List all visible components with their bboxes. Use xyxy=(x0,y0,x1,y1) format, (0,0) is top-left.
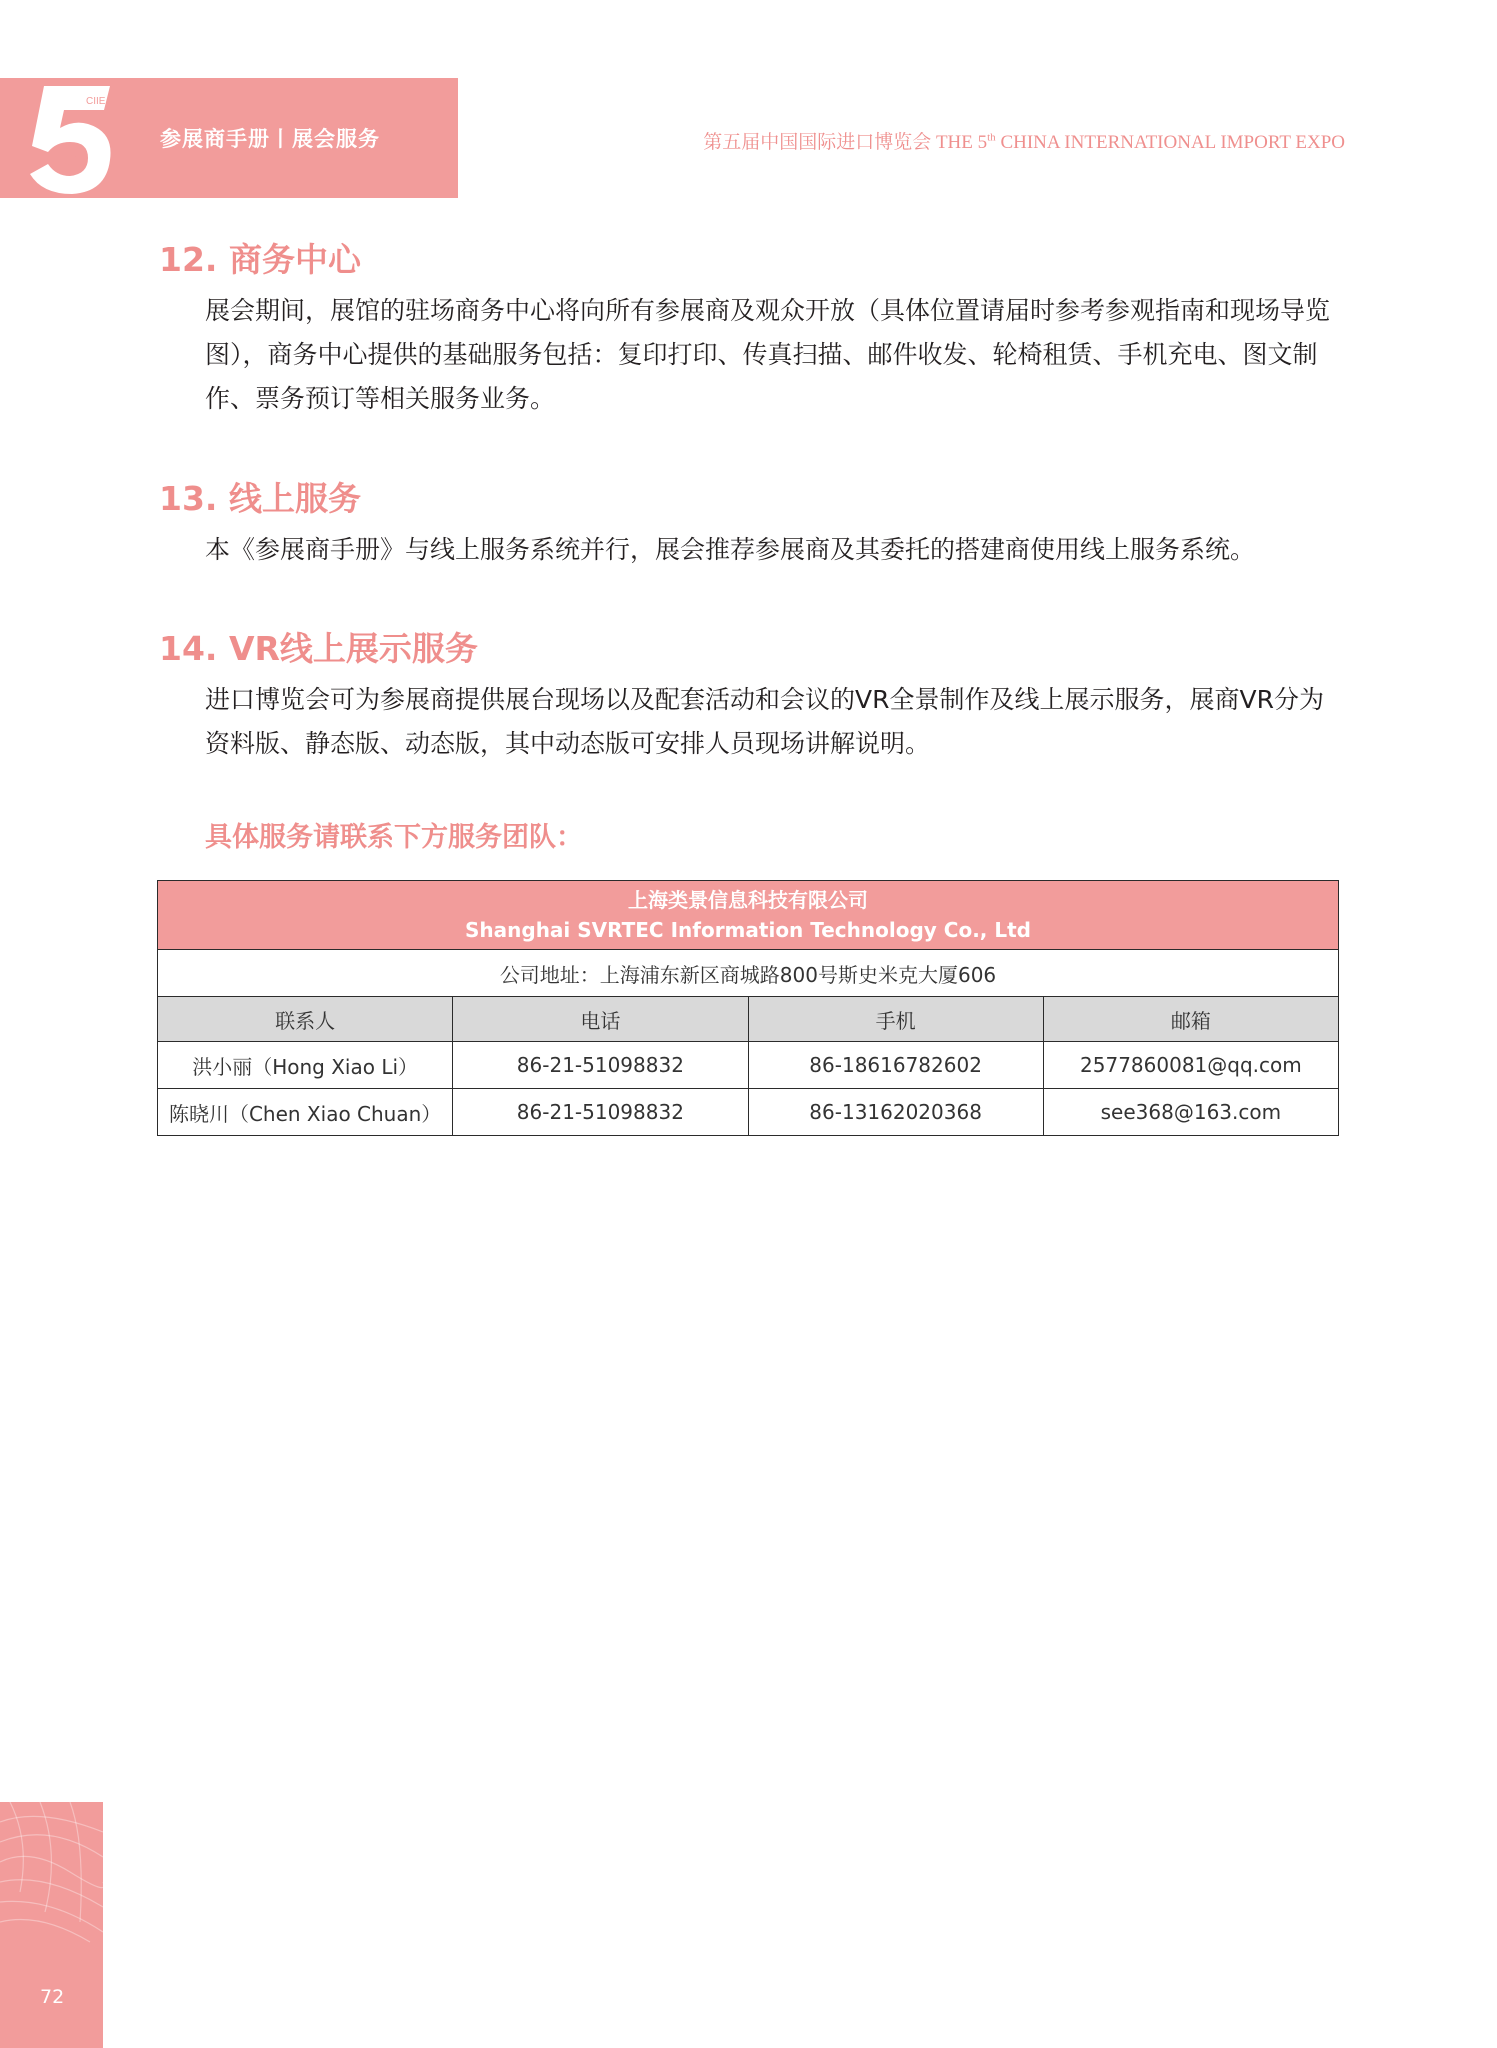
contact-phone: 86-21-51098832 xyxy=(453,1089,748,1136)
company-name-cn: 上海类景信息科技有限公司 xyxy=(628,888,868,912)
decorative-wave-pattern xyxy=(0,1802,103,2048)
company-address: 公司地址：上海浦东新区商城路800号斯史米克大厦606 xyxy=(158,950,1339,997)
address-row xyxy=(158,950,1339,997)
column-header-phone: 电话 xyxy=(453,997,748,1042)
logo-text: CIIE xyxy=(86,96,106,107)
header-section-label: 参展商手册丨展会服务 xyxy=(160,127,380,151)
table-row xyxy=(158,1042,1339,1089)
table-row xyxy=(158,1089,1339,1136)
contact-phone: 86-21-51098832 xyxy=(453,1042,748,1089)
contact-email: see368@163.com xyxy=(1043,1089,1338,1136)
contact-email: 2577860081@qq.com xyxy=(1043,1042,1338,1089)
table-header-row xyxy=(158,997,1339,1042)
contact-mobile: 86-18616782602 xyxy=(748,1042,1043,1089)
contact-name: 洪小丽（Hong Xiao Li） xyxy=(158,1042,453,1089)
expo-title-main: 第五届中国国际进口博览会 THE 5 xyxy=(703,132,988,153)
section-body-online-service: 本《参展商手册》与线上服务系统并行，展会推荐参展商及其委托的搭建商使用线上服务系统。 xyxy=(205,535,1256,564)
section-body-business-center: 展会期间，展馆的驻场商务中心将向所有参展商及观众开放（具体位置请届时参考参观指南和现场导览图），商务中心提供的基础服务包括：复印打印、传真扫描、邮件收发、轮椅租赁、手机充电、图文制作、票务预订等相关服务业务。 xyxy=(205,296,1331,413)
column-header-mobile: 手机 xyxy=(748,997,1043,1042)
expo-title-tail: CHINA INTERNATIONAL IMPORT EXPO xyxy=(995,132,1345,153)
section-title-online-service: 13. 线上服务 xyxy=(159,479,361,518)
expo-title xyxy=(703,127,1345,154)
contact-name: 陈晓川（Chen Xiao Chuan） xyxy=(158,1089,453,1136)
page-number: 72 xyxy=(40,1986,65,2008)
ciie-5-logo xyxy=(22,80,122,198)
contact-table xyxy=(157,880,1339,1136)
contact-heading: 具体服务请联系下方服务团队： xyxy=(205,822,583,853)
section-title-business-center: 12. 商务中心 xyxy=(159,240,361,279)
company-name-cell xyxy=(158,881,1339,950)
column-header-contact: 联系人 xyxy=(158,997,453,1042)
section-title-vr-service: 14. VR线上展示服务 xyxy=(159,629,478,668)
column-header-email: 邮箱 xyxy=(1043,997,1338,1042)
expo-title-superscript: th xyxy=(987,131,996,144)
section-body-vr-service: 进口博览会可为参展商提供展台现场以及配套活动和会议的VR全景制作及线上展示服务，展商VR分为资料版、静态版、动态版，其中动态版可安排人员现场讲解说明。 xyxy=(205,685,1324,758)
company-name-en: Shanghai SVRTEC Information Technology Co., Ltd xyxy=(465,918,1031,942)
contact-mobile: 86-13162020368 xyxy=(748,1089,1043,1136)
company-row xyxy=(158,881,1339,950)
footer-band xyxy=(0,1802,103,2048)
